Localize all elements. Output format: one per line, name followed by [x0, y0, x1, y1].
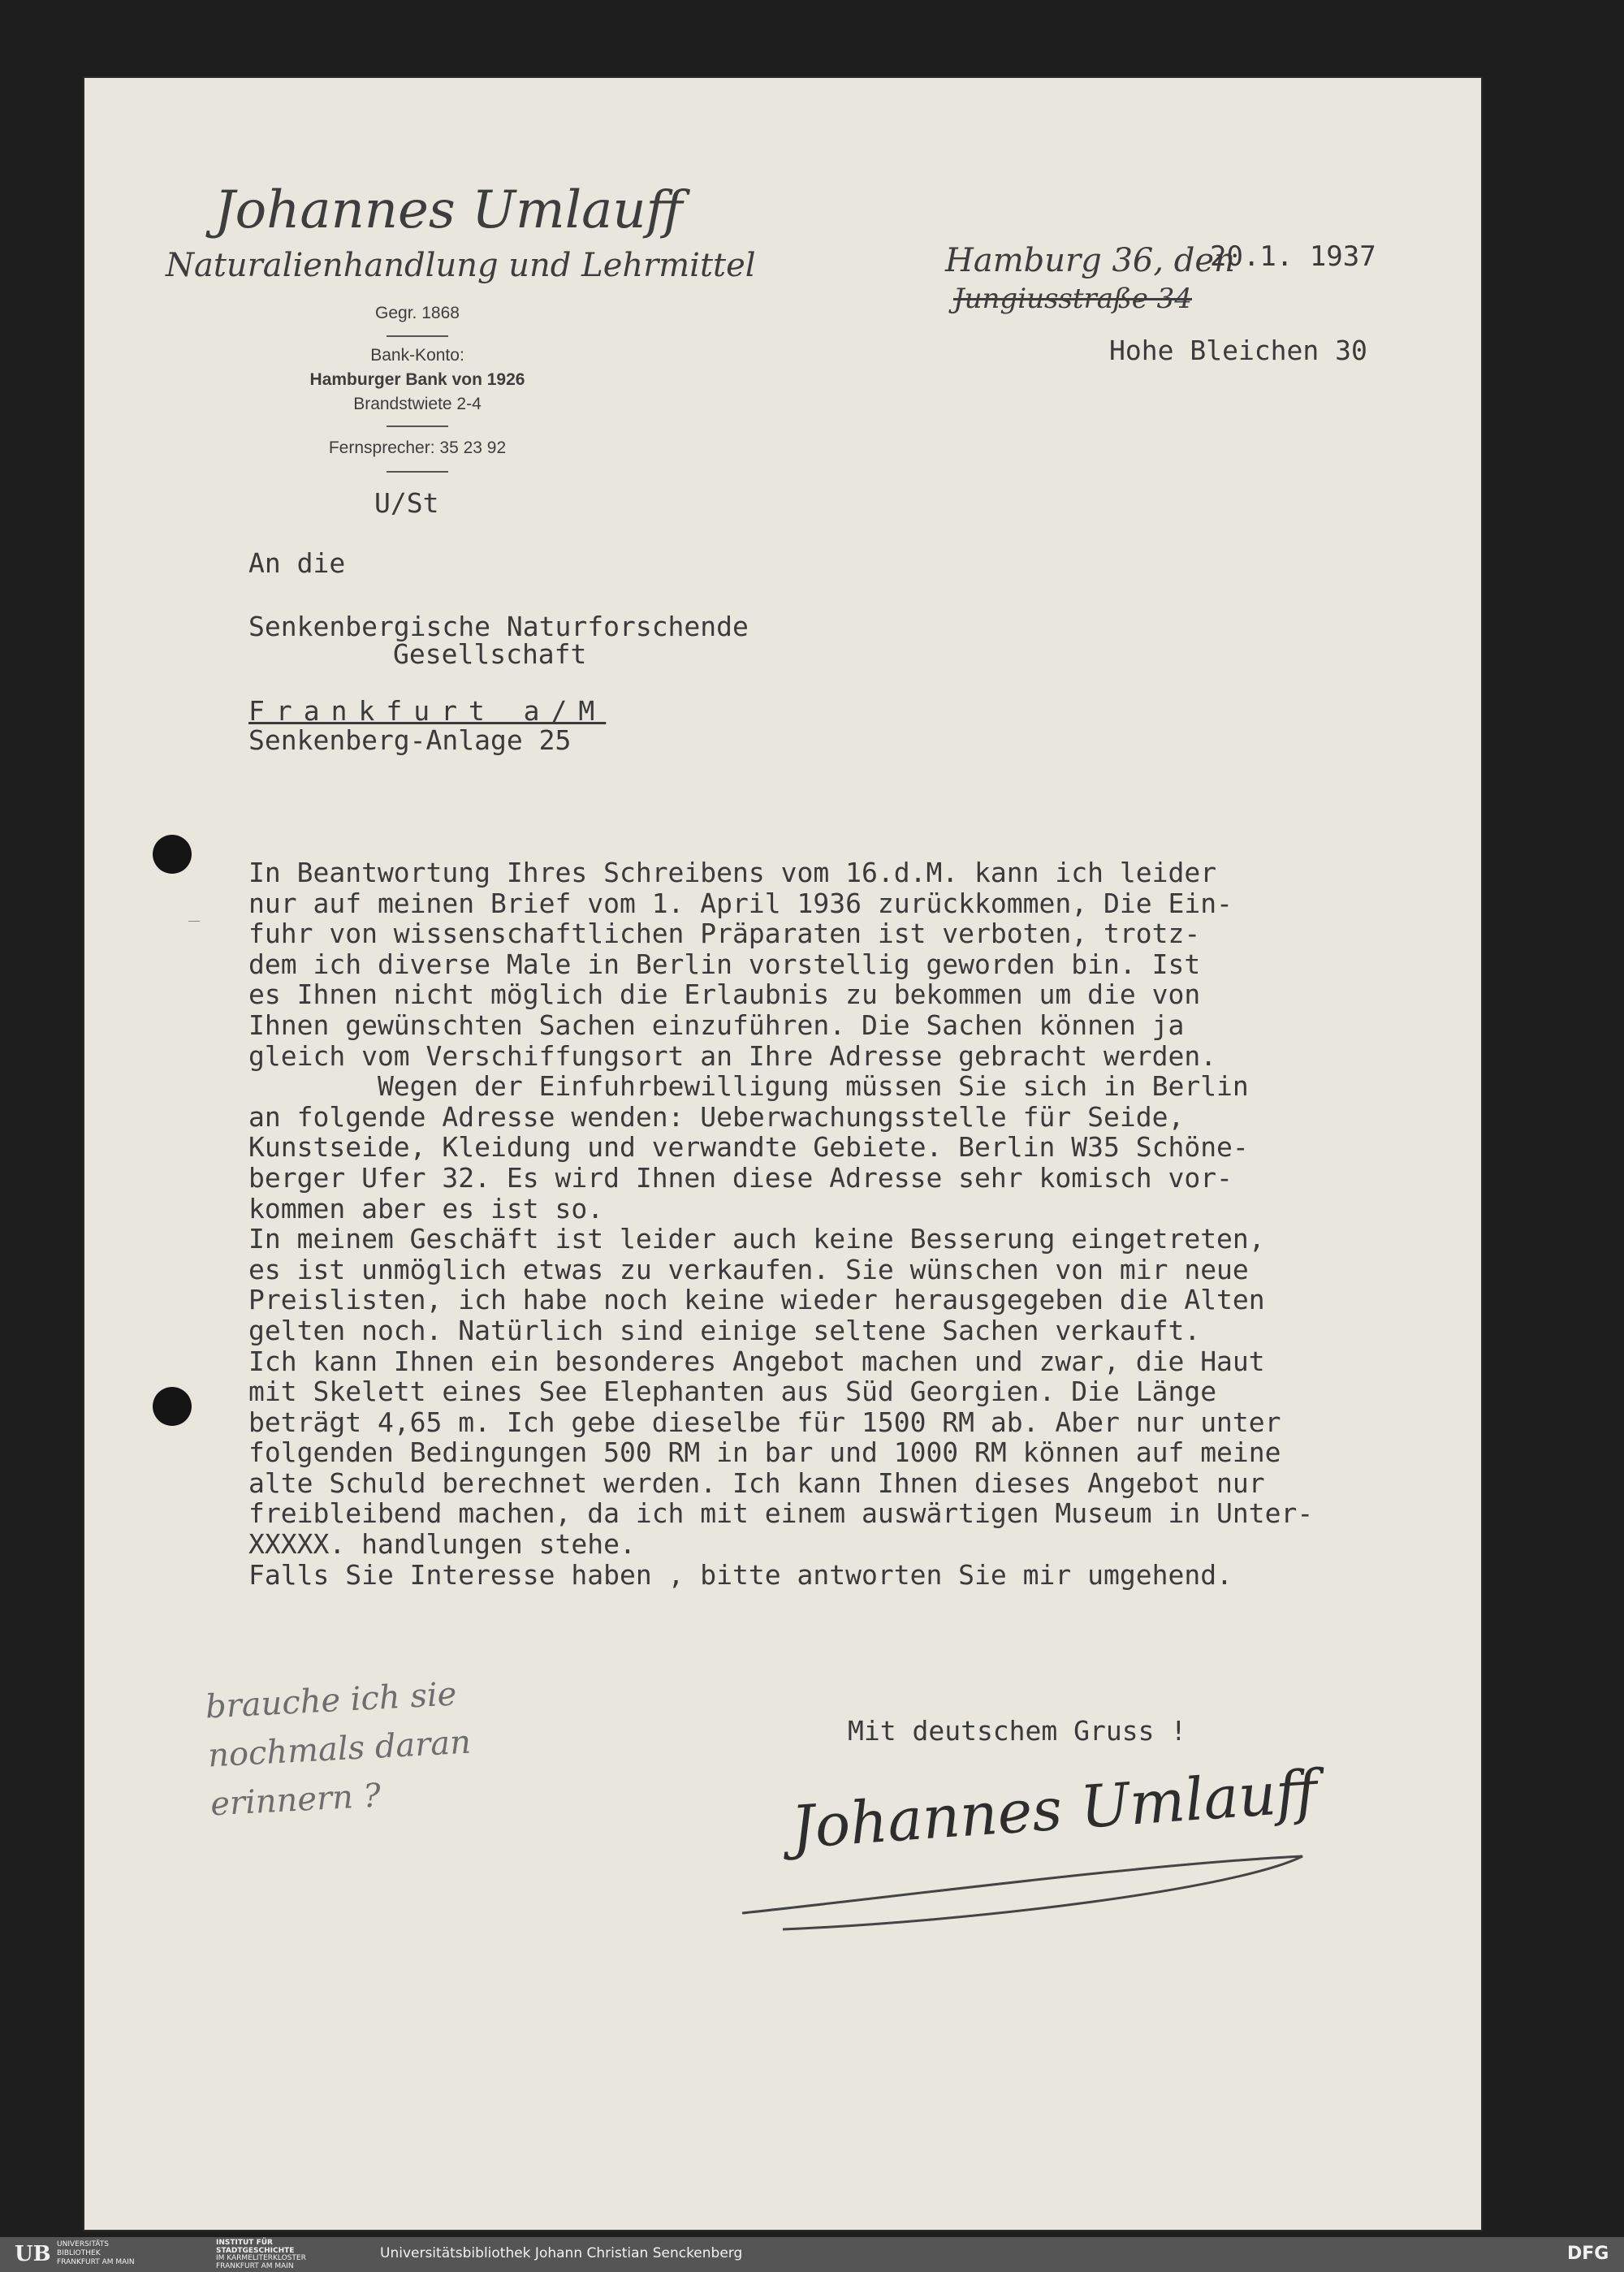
- ub-label: [57, 2240, 135, 2267]
- divider: [387, 471, 448, 473]
- handwritten-note: [205, 1669, 475, 1829]
- place-line: Hamburg 36, den: [945, 242, 1235, 279]
- body-line: kommen aber es ist so.: [248, 1192, 604, 1225]
- ub-label-line: FRANKFURT AM MAIN: [57, 2258, 135, 2266]
- crossed-old-address: Jungiusstraße 34: [953, 283, 1192, 315]
- divider: [387, 425, 448, 427]
- punch-hole-bottom: [153, 1387, 192, 1426]
- body-line: gelten noch. Natürlich sind einige seltene Sachen verkauft.: [248, 1314, 1201, 1346]
- note-line: erinnern ?: [209, 1777, 382, 1824]
- body-line: fuhr von wissenschaftlichen Präparaten ist verboten, trotz-: [248, 918, 1201, 950]
- institute-label: [216, 2240, 306, 2270]
- body-line: an folgende Adresse wenden: Ueberwachungsstelle für Seide,: [248, 1100, 1185, 1133]
- body-line: In Beantwortung Ihres Schreibens vom 16.d.M. kann ich leider: [248, 857, 1217, 888]
- phone-number: Fernsprecher: 35 23 92: [328, 438, 507, 457]
- body-line: freibleibend machen, da ich mit einem auswärtigen Museum in Unter-: [248, 1497, 1314, 1530]
- footer-library-name: Universitätsbibliothek Johann Christian Senckenberg: [380, 2245, 743, 2261]
- closing-greeting: Mit deutschem Gruss !: [848, 1715, 1187, 1747]
- note-line: brauche ich sie: [204, 1675, 458, 1726]
- letter-date: 20.1. 1937: [1210, 240, 1376, 273]
- institute-label-line: IM KARMELITERKLOSTER: [216, 2254, 306, 2262]
- company-subtitle: Naturalienhandlung und Lehrmittel: [166, 247, 756, 284]
- company-name: Johannes Umlauff: [214, 180, 683, 240]
- ub-label-line: UNIVERSITÄTS: [57, 2240, 109, 2248]
- institute-label-line: STADTGESCHICHTE: [216, 2246, 295, 2255]
- archive-footer: [0, 2237, 1624, 2272]
- recipient-city: Frankfurt a/M: [248, 695, 607, 727]
- body-line: alte Schuld berechnet werden. Ich kann Ihnen dieses Angebot nur: [248, 1466, 1265, 1499]
- ub-label-line: BIBLIOTHEK: [57, 2249, 101, 2257]
- letter-page: [84, 78, 1481, 2230]
- body-line: Wegen der Einfuhrbewilligung müssen Sie sich in Berlin: [248, 1070, 1249, 1103]
- founded-year: Gegr. 1868: [375, 304, 460, 322]
- ub-logo: UB: [15, 2242, 51, 2266]
- reference-code: U/St: [374, 487, 439, 519]
- bank-address: Brandstwiete 2-4: [353, 395, 482, 413]
- body-line: dem ich diverse Male in Berlin vorstellig geworden bin. Ist: [248, 948, 1201, 980]
- signature-flourish: [734, 1840, 1319, 1937]
- dfg-logo: DFG: [1567, 2244, 1609, 2264]
- body-line: beträgt 4,65 m. Ich gebe dieselbe für 1500 RM ab. Aber nur unter: [248, 1406, 1281, 1438]
- body-line: berger Ufer 32. Es wird Ihnen diese Adresse sehr komisch vor-: [248, 1161, 1233, 1194]
- letter-body: [248, 857, 1313, 1590]
- signature: Johannes Umlauff: [788, 1756, 1320, 1862]
- body-line: mit Skelett eines See Elephanten aus Süd Georgien. Die Länge: [248, 1376, 1217, 1408]
- body-line: nur auf meinen Brief vom 1. April 1936 zurückkommen, Die Ein-: [248, 887, 1233, 919]
- bank-label: Bank-Konto:: [370, 346, 464, 365]
- punch-hole-top: [153, 835, 192, 874]
- divider: [387, 335, 448, 337]
- recipient-org-cont: Gesellschaft: [393, 638, 587, 670]
- bank-name: Hamburger Bank von 1926: [309, 370, 525, 389]
- body-line: Falls Sie Interesse haben , bitte antworten Sie mir umgehend.: [248, 1558, 1233, 1591]
- recipient-org: Senkenbergische Naturforschende: [248, 611, 749, 642]
- recipient-street: Senkenberg-Anlage 25: [248, 724, 572, 756]
- body-line: Preislisten, ich habe noch keine wieder herausgegeben die Alten: [248, 1284, 1265, 1316]
- body-line: es Ihnen nicht möglich die Erlaubnis zu bekommen um die von: [248, 978, 1201, 1011]
- body-line: Ihnen gewünschten Sachen einzuführen. Die Sachen können ja: [248, 1009, 1185, 1041]
- new-address: Hohe Bleichen 30: [1109, 335, 1367, 366]
- salutation: An die: [248, 547, 346, 579]
- body-line: es ist unmöglich etwas zu verkaufen. Sie wünschen von mir neue: [248, 1253, 1249, 1285]
- note-line: nochmals daran: [207, 1723, 472, 1775]
- margin-tick: [188, 921, 200, 922]
- institute-label-line: INSTITUT FÜR: [216, 2239, 273, 2247]
- body-line: folgenden Bedingungen 500 RM in bar und 1000 RM können auf meine: [248, 1436, 1281, 1469]
- institute-label-line: FRANKFURT AM MAIN: [216, 2261, 294, 2270]
- body-line: In meinem Geschäft ist leider auch keine Besserung eingetreten,: [248, 1223, 1265, 1255]
- body-line: Ich kann Ihnen ein besonderes Angebot machen und zwar, die Haut: [248, 1345, 1265, 1377]
- body-line: Kunstseide, Kleidung und verwandte Gebiete. Berlin W35 Schöne-: [248, 1131, 1249, 1164]
- body-line: XXXXX. handlungen stehe.: [248, 1528, 636, 1561]
- body-line: gleich vom Verschiffungsort an Ihre Adresse gebracht werden.: [248, 1039, 1217, 1072]
